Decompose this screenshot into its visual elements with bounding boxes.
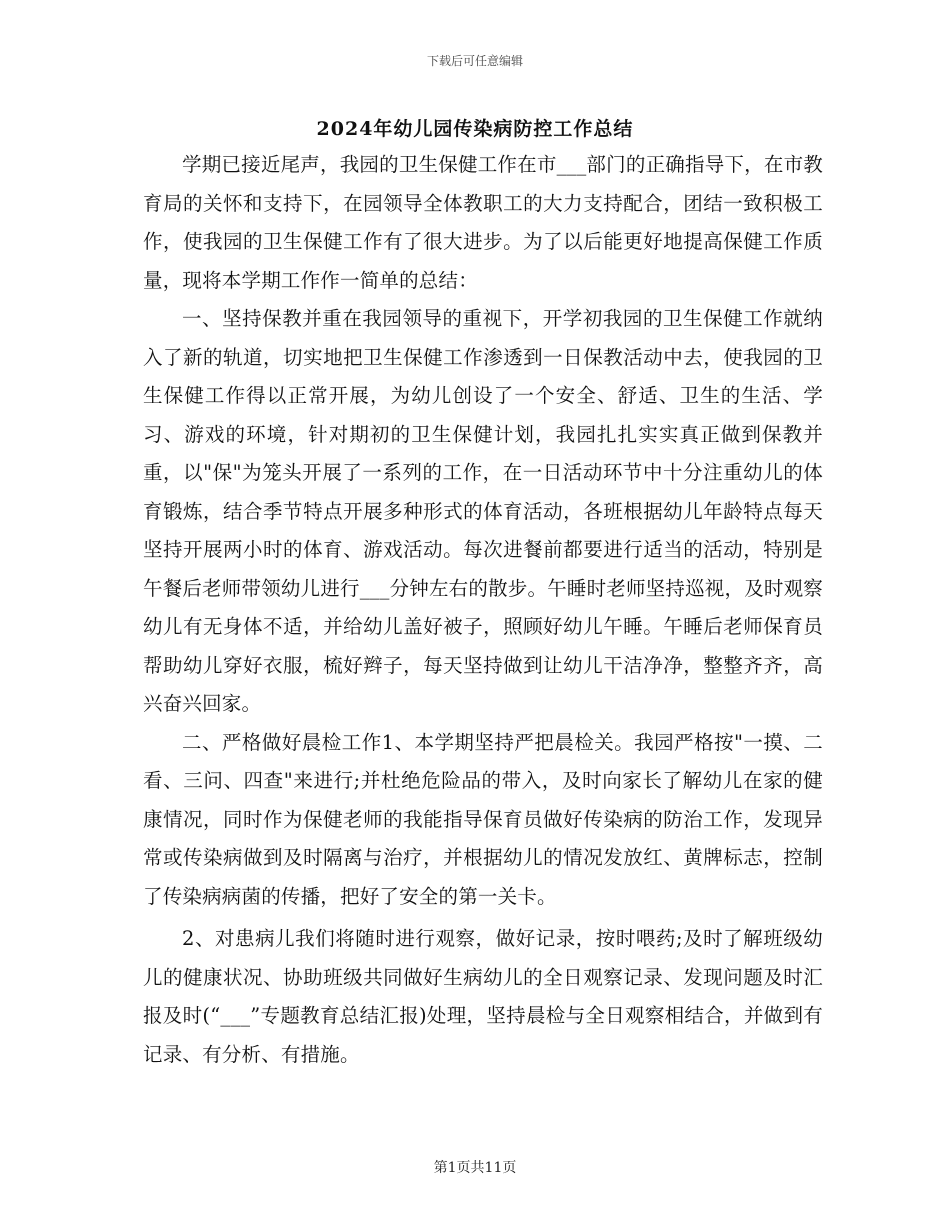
document-body [143,146,823,1074]
paragraph-section-one: 一、坚持保教并重在我园领导的重视下，开学初我园的卫生保健工作就纳入了新的轨道，切实地把卫生保健工作渗透到一日保教活动中去，使我园的卫生保健工作得以正常开展，为幼儿创设了一个安全、舒适、卫生的生活、学习、游戏的环境，针对期初的卫生保健计划，我园扎扎实实真正做到保教并重，以"保"为笼头开展了一系列的工作，在一日活动环节中十分注重幼儿的体育锻炼，结合季节特点开展多种形式的体育活动，各班根据幼儿年龄特点每天坚持开展两小时的体育、游戏活动。每次进餐前都要进行适当的活动，特别是午餐后老师带领幼儿进行___分钟左右的散步。午睡时老师坚持巡视，及时观察幼儿有无身体不适，并给幼儿盖好被子，照顾好幼儿午睡。午睡后老师保育员帮助幼儿穿好衣服，梳好辫子，每天坚持做到让幼儿干洁净净，整整齐齐，高兴奋兴回家。 [143,307,823,715]
paragraph-intro: 学期已接近尾声，我园的卫生保健工作在市___部门的正确指导下，在市教育局的关怀和支持下，在园领导全体教职工的大力支持配合，团结一致积极工作，使我园的卫生保健工作有了很大进步。为了以后能更好地提高保健工作质量，现将本学期工作作一简单的总结： [143,153,823,292]
document-title: 2024年幼儿园传染病防控工作总结 [316,118,634,140]
paragraph-section-two-item-two: 2、对患病儿我们将随时进行观察，做好记录，按时喂药;及时了解班级幼儿的健康状况、协助班级共同做好生病幼儿的全日观察记录、发现问题及时汇报及时(“___”专题教育总结汇报)处理，坚持晨检与全日观察相结合，并做到有记录、有分析、有措施。 [143,927,823,1066]
paragraph-section-two: 二、严格做好晨检工作1、本学期坚持严把晨检关。我园严格按"一摸、二看、三问、四查"来进行;并杜绝危险品的带入，及时向家长了解幼儿在家的健康情况，同时作为保健老师的我能指导保育员做好传染病的防治工作，发现异常或传染病做到及时隔离与治疗，并根据幼儿的情况发放红、黄牌标志，控制了传染病病菌的传播，把好了安全的第一关卡。 [143,730,823,908]
header-note: 下载后可任意编辑 [426,54,523,68]
page-number-footer: 第1页共11页 [433,1160,517,1176]
